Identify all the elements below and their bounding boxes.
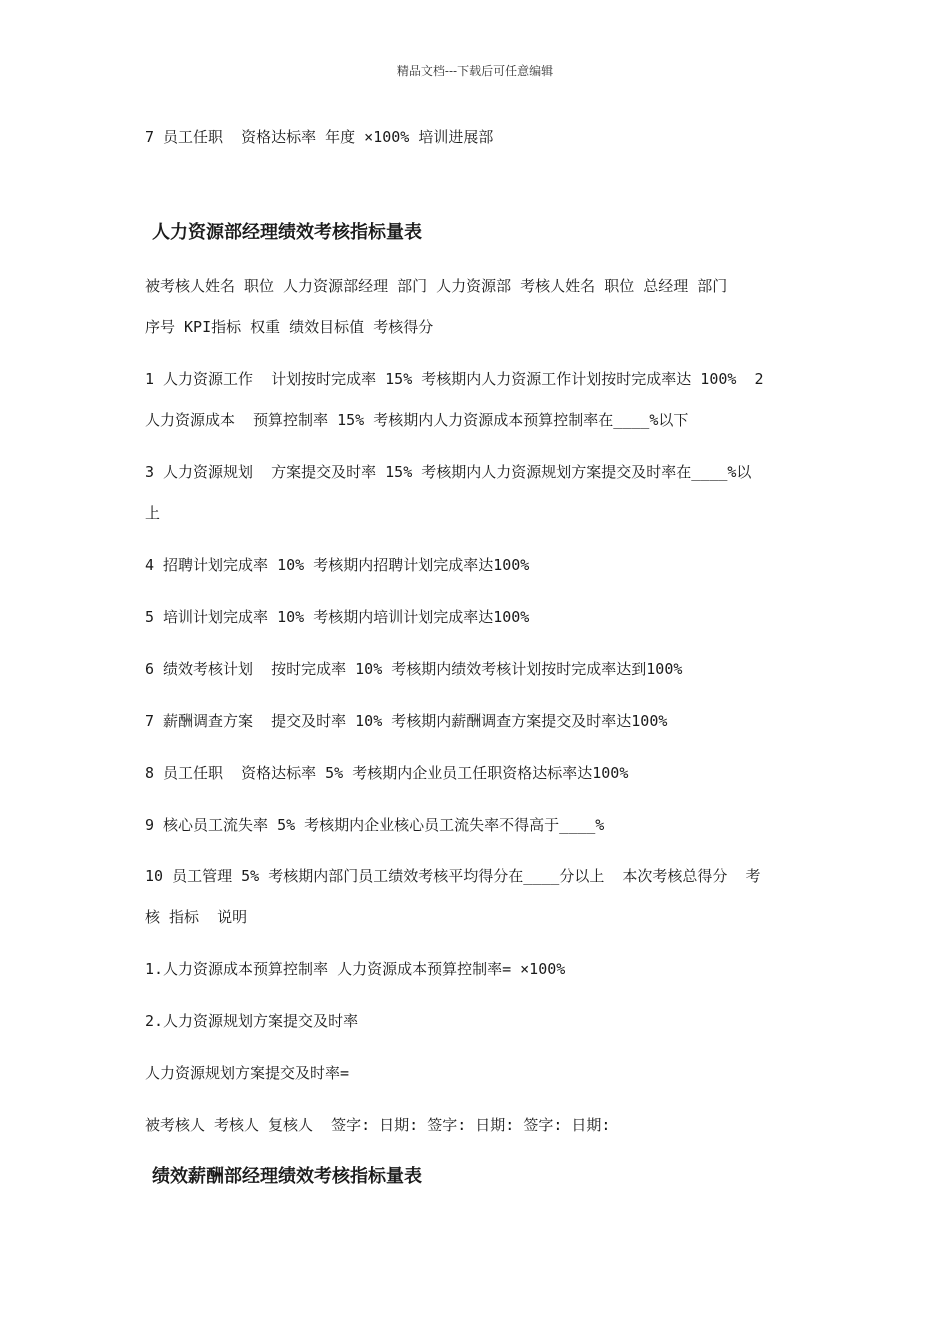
text-line: 被考核人姓名 职位 人力资源部经理 部门 人力资源部 考核人姓名 职位 总经理 部门 — [145, 277, 728, 295]
text-line: 1.人力资源成本预算控制率 人力资源成本预算控制率= ×100% — [145, 960, 566, 978]
section-heading: 人力资源部经理绩效考核指标量表 — [152, 222, 422, 243]
text-line: 2.人力资源规划方案提交及时率 — [145, 1012, 359, 1030]
text-line: 3 人力资源规划 方案提交及时率 15% 考核期内人力资源规划方案提交及时率在____%以 — [145, 463, 752, 481]
text-line: 核 指标 说明 — [145, 908, 248, 926]
text-line: 人力资源成本 预算控制率 15% 考核期内人力资源成本预算控制率在____%以下 — [145, 411, 689, 429]
text-line: 10 员工管理 5% 考核期内部门员工绩效考核平均得分在____分以上 本次考核总得分 考 — [145, 867, 761, 885]
text-line: 9 核心员工流失率 5% 考核期内企业核心员工流失率不得高于____% — [145, 816, 605, 834]
text-line: 序号 KPI指标 权重 绩效目标值 考核得分 — [145, 318, 434, 336]
text-line: 人力资源规划方案提交及时率= — [145, 1064, 350, 1082]
text-line: 被考核人 考核人 复核人 签字: 日期: 签字: 日期: 签字: 日期: — [145, 1116, 611, 1134]
text-line: 6 绩效考核计划 按时完成率 10% 考核期内绩效考核计划按时完成率达到100% — [145, 660, 683, 678]
text-line: 7 员工任职 资格达标率 年度 ×100% 培训进展部 — [145, 128, 494, 146]
text-line: 5 培训计划完成率 10% 考核期内培训计划完成率达100% — [145, 608, 530, 626]
text-line: 8 员工任职 资格达标率 5% 考核期内企业员工任职资格达标率达100% — [145, 764, 629, 782]
text-line: 4 招聘计划完成率 10% 考核期内招聘计划完成率达100% — [145, 556, 530, 574]
text-line: 上 — [145, 504, 161, 522]
text-line: 7 薪酬调查方案 提交及时率 10% 考核期内薪酬调查方案提交及时率达100% — [145, 712, 668, 730]
section-heading: 绩效薪酬部经理绩效考核指标量表 — [152, 1166, 422, 1187]
page-header: 精品文档---下载后可任意编辑 — [396, 64, 554, 78]
text-line: 1 人力资源工作 计划按时完成率 15% 考核期内人力资源工作计划按时完成率达 100% 2 — [145, 370, 764, 388]
